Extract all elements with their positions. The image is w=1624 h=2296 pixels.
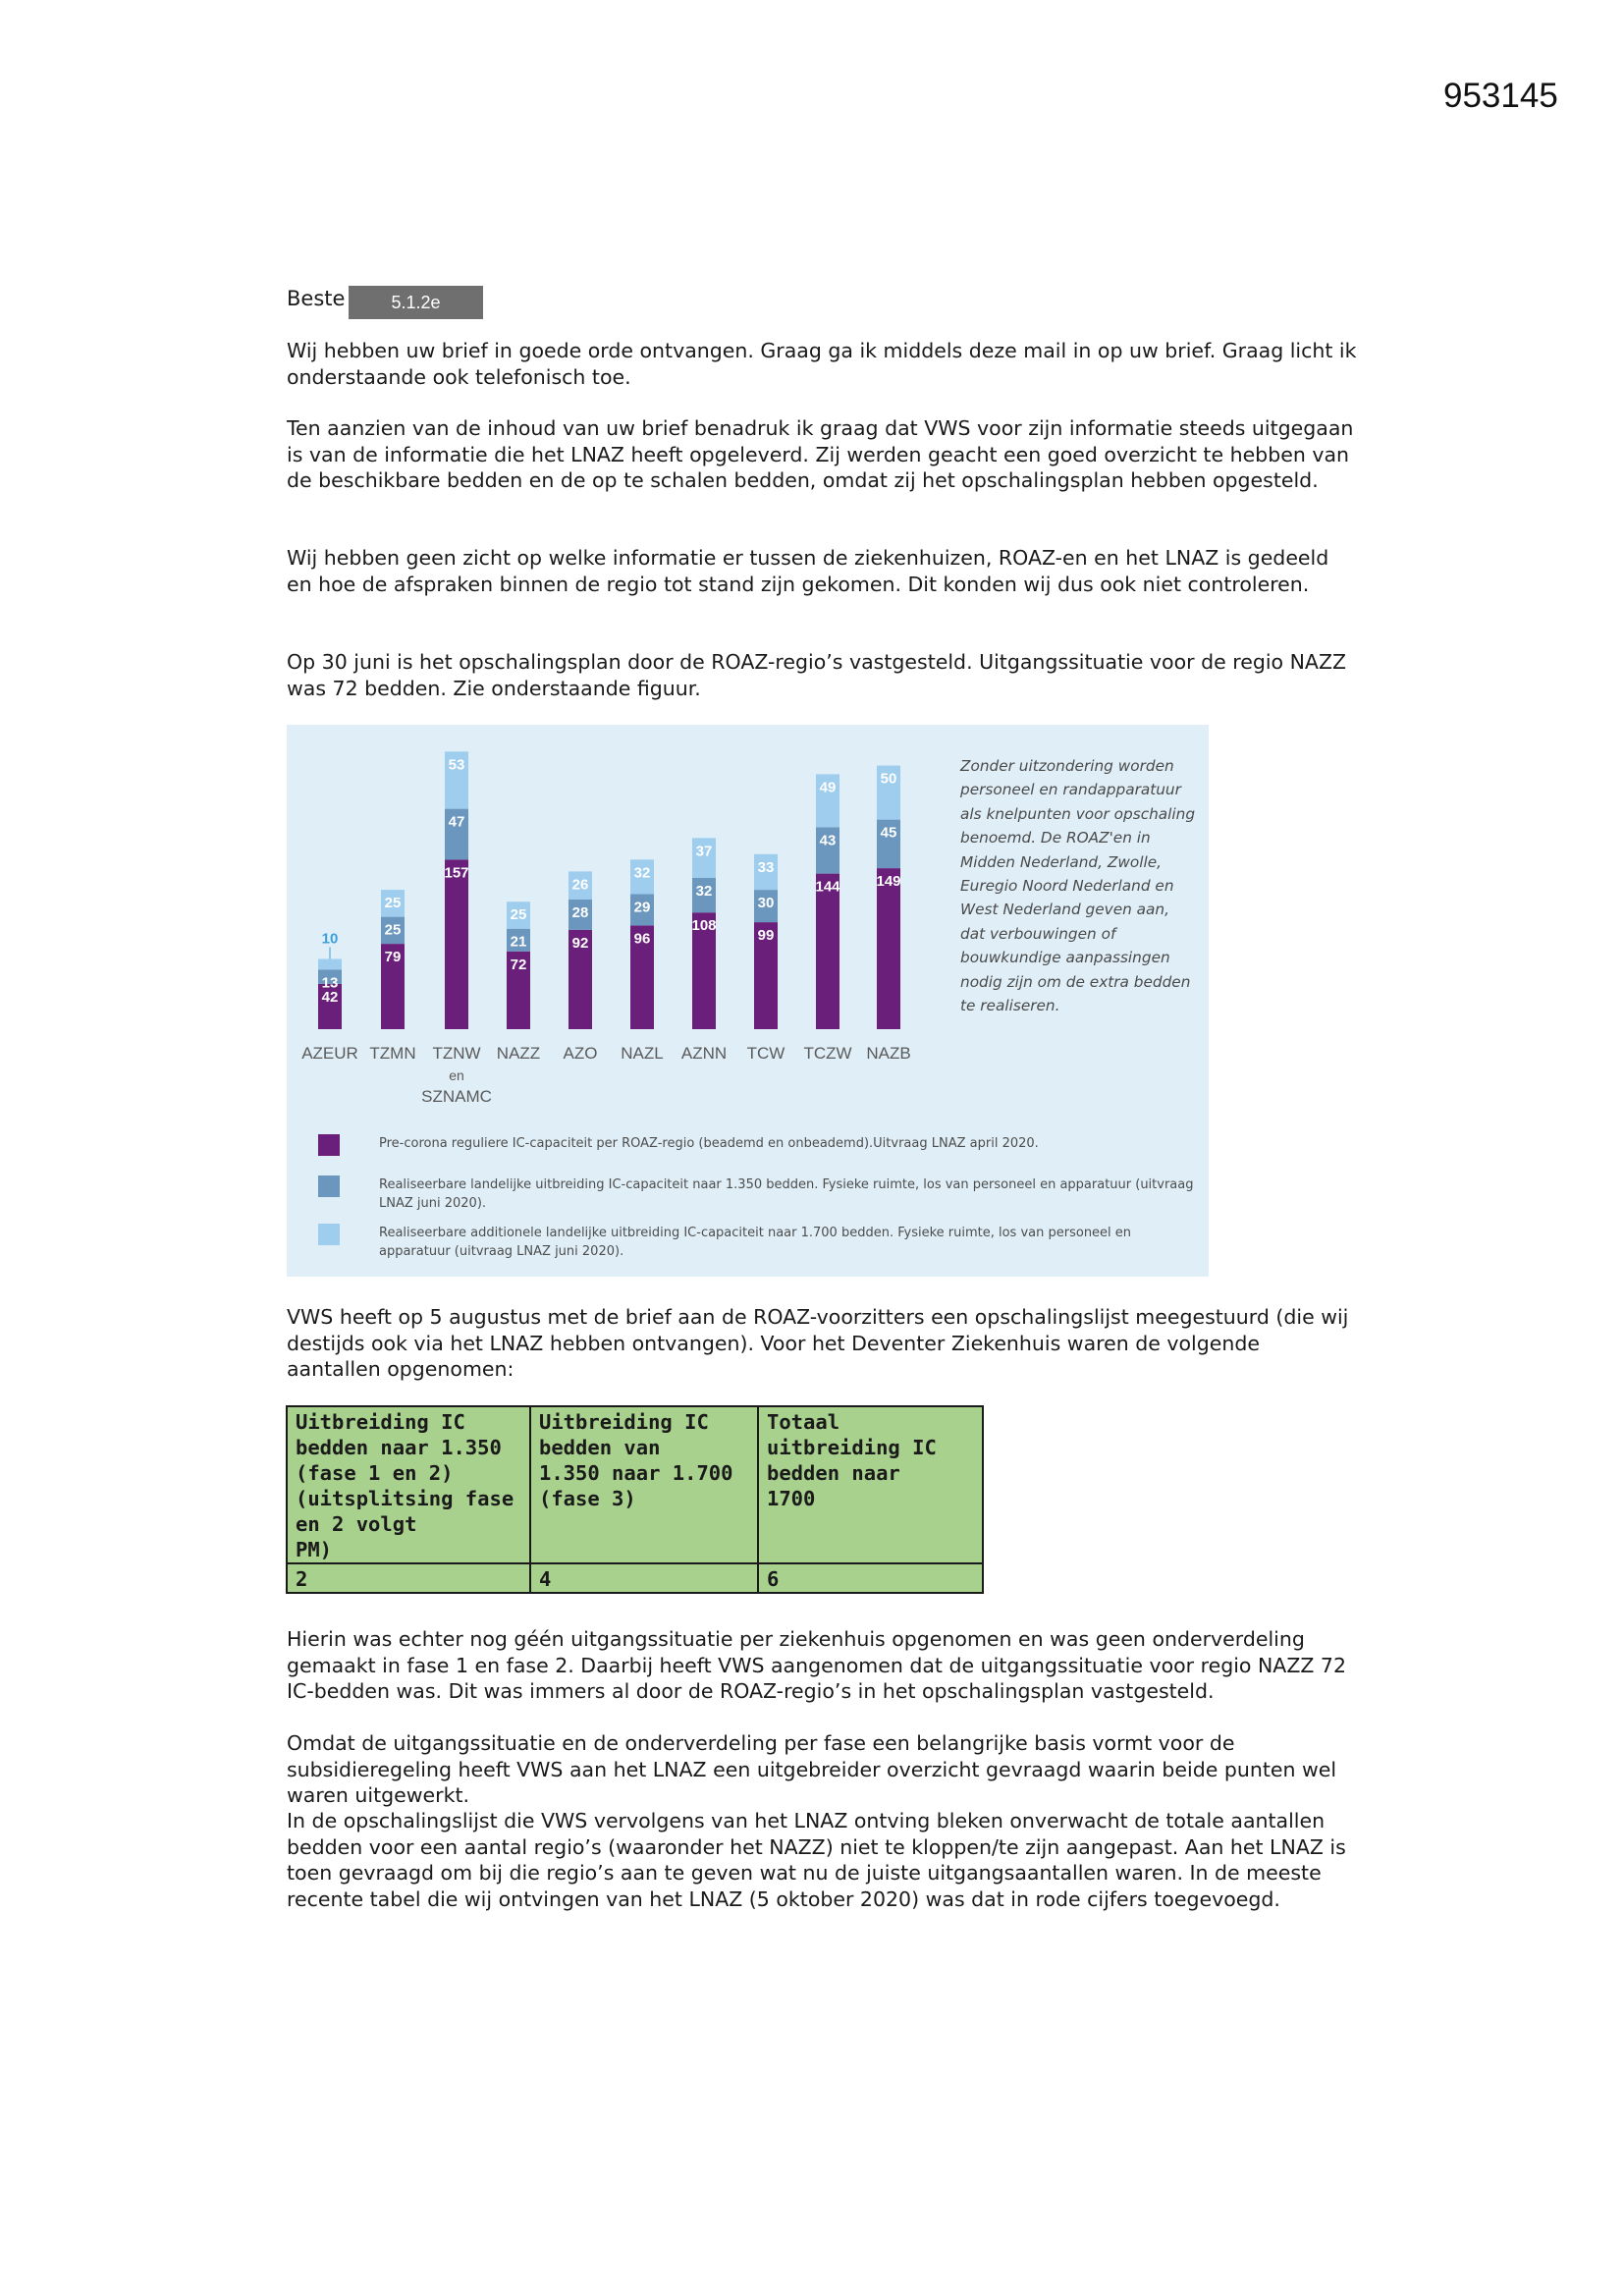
bar-value-label: 42 [321, 988, 339, 1006]
table-cell: 6 [758, 1563, 983, 1593]
bar-value-label: 33 [757, 858, 775, 876]
table-header-cell [287, 1406, 530, 1563]
document-number: 953145 [1443, 77, 1558, 115]
legend-swatch-pre-corona [318, 1134, 340, 1156]
bar-value-label: 37 [695, 843, 713, 860]
category-label: TCW [746, 1044, 785, 1063]
paragraph-vws-information: Ten aanzien van de inhoud van uw brief benadruk ik graag dat VWS voor zijn informatie steeds uitgegaan is van de informatie die het LNAZ heeft opgeleverd. Zij werden geacht een goed overzicht te hebben van de beschikbare bedden en de op te schalen bedden, omdat zij het opschalingsplan hebben opgesteld. [287, 416, 1354, 492]
bar-value-label: 10 [321, 930, 339, 948]
category-label: NAZL [621, 1044, 664, 1063]
legend-swatch-1350 [318, 1175, 340, 1197]
category-label: NAZZ [496, 1044, 541, 1063]
bar-value-label: 92 [571, 934, 589, 952]
table-header-line: Totaal [767, 1410, 840, 1434]
bar-value-label: 157 [444, 864, 469, 882]
bar-value-label: 108 [691, 917, 717, 935]
category-label: AZEUR [301, 1044, 358, 1063]
legend-swatch-1700 [318, 1224, 340, 1245]
bar-value-label: 47 [448, 813, 465, 831]
table-header-line: 1.350 naar 1.700 [539, 1461, 733, 1485]
bar-value-label: 25 [510, 906, 527, 924]
bar-value-label: 29 [633, 899, 651, 916]
bar-value-label: 144 [815, 878, 840, 896]
bar-segment [877, 868, 900, 1029]
table-header-line: 1700 [767, 1487, 816, 1510]
table-header-line: (fase 3) [539, 1487, 636, 1510]
bar-value-label: 25 [384, 895, 402, 912]
bar-segment [318, 959, 342, 970]
table-header-line: Uitbreiding IC [539, 1410, 709, 1434]
category-label: TZNW [432, 1044, 481, 1063]
paragraph-scaling-plan: Op 30 juni is het opschalingsplan door de ROAZ-regio’s vastgesteld. Uitgangssituatie voor de regio NAZZ was 72 bedden. Zie onderstaande figuur. [287, 650, 1347, 700]
table-header-cell [530, 1406, 758, 1563]
table-header-cell [758, 1406, 983, 1563]
paragraph-no-baseline: Hierin was echter nog géén uitgangssituatie per ziekenhuis opgenomen en was geen onderverdeling gemaakt in fase 1 en fase 2. Daarbij heeft VWS aangenomen dat de uitgangssituatie voor regio NAZZ 72 IC-bedden was. Dit was immers al door de ROAZ-regio’s in het opschalingsplan vastgesteld. [287, 1627, 1347, 1703]
legend-item-1700 [318, 1224, 1204, 1261]
category-label: AZNN [680, 1044, 728, 1063]
bar-value-label: 45 [880, 824, 897, 842]
chart-annotation: Zonder uitzondering worden personeel en randapparatuur als knelpunten voor opschaling benoemd. De ROAZ'en in Midden Nederland, Zwolle, Euregio Noord Nederland en West Nederland geven aan, dat verbouwingen of bouwkundige aanpassingen nodig zijn om de extra bedden te realiseren. [960, 757, 1196, 1015]
legend-label-1700: Realiseerbare additionele landelijke uitbreiding IC-capaciteit naar 1.700 bedden. Fysieke ruimte, los van personeel en apparatuur (uitvraag LNAZ juni 2020). [379, 1226, 1132, 1259]
bar-value-label: 43 [819, 832, 837, 849]
paragraph-scaling-list: VWS heeft op 5 augustus met de brief aan de ROAZ-voorzitters een opschalingslijst meegestuurd (die wij destijds ook via het LNAZ hebben ontvangen). Voor het Deventer Ziekenhuis waren de volgende aantallen opgenomen: [287, 1305, 1349, 1381]
table-header-line: PM) [296, 1538, 333, 1561]
bar-value-label: 50 [880, 770, 897, 788]
bar-value-label: 26 [571, 876, 589, 894]
legend-item-1350 [318, 1175, 1204, 1213]
category-label: SZNAMC [421, 1087, 492, 1106]
table-cell: 4 [530, 1563, 758, 1593]
paragraph-red-figures: In de opschalingslijst die VWS vervolgens van het LNAZ ontving bleken onverwacht de totale aantallen bedden voor een aantal regio’s (waaronder het NAZZ) niet te kloppen/te zijn aangepast. Aan het LNAZ is toen gevraagd om bij die regio’s aan te geven wat nu de juiste uitgangsaantallen waren. In de meeste recente tabel die wij ontvingen van het LNAZ (5 oktober 2020) was dat in rode cijfers toegevoegd. [287, 1809, 1346, 1911]
bar-value-label: 53 [448, 756, 465, 774]
bar-value-label: 96 [633, 930, 651, 948]
category-label: AZO [563, 1044, 598, 1063]
table-header-line: bedden naar [767, 1461, 900, 1485]
table-header-line: uitbreiding IC [767, 1436, 937, 1459]
category-label: en [449, 1067, 464, 1083]
bar-value-label: 72 [510, 956, 527, 973]
bar-value-label: 13 [321, 974, 339, 992]
legend-label-1350: Realiseerbare landelijke uitbreiding IC-capaciteit naar 1.350 bedden. Fysieke ruimte, los van personeel en apparatuur (uitvraag LNAZ juni 2020). [379, 1177, 1194, 1211]
bar-value-label: 32 [633, 864, 651, 882]
beds-table [286, 1405, 984, 1594]
legend-label-pre-corona: Pre-corona reguliere IC-capaciteit per ROAZ-regio (beademd en onbeademd).Uitvraag LNAZ april 2020. [379, 1136, 1039, 1151]
category-label: NAZB [866, 1044, 911, 1063]
bar-value-label: 30 [757, 895, 775, 912]
legend-item-pre-corona [318, 1134, 1204, 1156]
bar-value-label: 49 [819, 779, 837, 796]
ic-capacity-chart [287, 725, 1209, 1277]
paragraph-intro: Wij hebben uw brief in goede orde ontvangen. Graag ga ik middels deze mail in op uw brief. Graag licht ik onderstaande ook telefonisch toe. [287, 339, 1357, 389]
bar-segment [816, 874, 839, 1029]
bar-value-label: 28 [571, 904, 589, 921]
table-header-line: (uitsplitsing fase [296, 1487, 514, 1510]
table-row [287, 1563, 983, 1593]
greeting: Beste [287, 287, 346, 310]
bar-value-label: 149 [876, 873, 901, 891]
bar-value-label: 21 [510, 933, 527, 951]
table-header-line: Uitbreiding IC [296, 1410, 465, 1434]
bar-value-label: 79 [384, 949, 402, 966]
bar-value-label: 32 [695, 883, 713, 900]
category-label: TZMN [369, 1044, 416, 1063]
table-header-line: bedden van [539, 1436, 661, 1459]
bar-value-label: 25 [384, 921, 402, 939]
paragraph-no-insight: Wij hebben geen zicht op welke informatie er tussen de ziekenhuizen, ROAZ-en en het LNAZ is gedeeld en hoe de afspraken binnen de regio tot stand zijn gekomen. Dit konden wij dus ook niet controleren. [287, 546, 1329, 596]
bar-value-label: 99 [757, 927, 775, 945]
category-label: TCZW [803, 1044, 852, 1063]
table-header-line: (fase 1 en 2) [296, 1461, 454, 1485]
redaction-block: 5.1.2e [349, 286, 483, 319]
paragraph-subsidy: Omdat de uitgangssituatie en de onderverdeling per fase een belangrijke basis vormt voor de subsidieregeling heeft VWS aan het LNAZ een uitgebreider overzicht gevraagd waarin beide punten wel waren uitgewerkt. [287, 1731, 1337, 1807]
table-header-row [287, 1406, 983, 1563]
table-cell: 2 [287, 1563, 530, 1593]
bar-segment [445, 859, 468, 1029]
table-header-line: bedden naar 1.350 [296, 1436, 502, 1459]
table-header-line: en 2 volgt [296, 1512, 417, 1536]
